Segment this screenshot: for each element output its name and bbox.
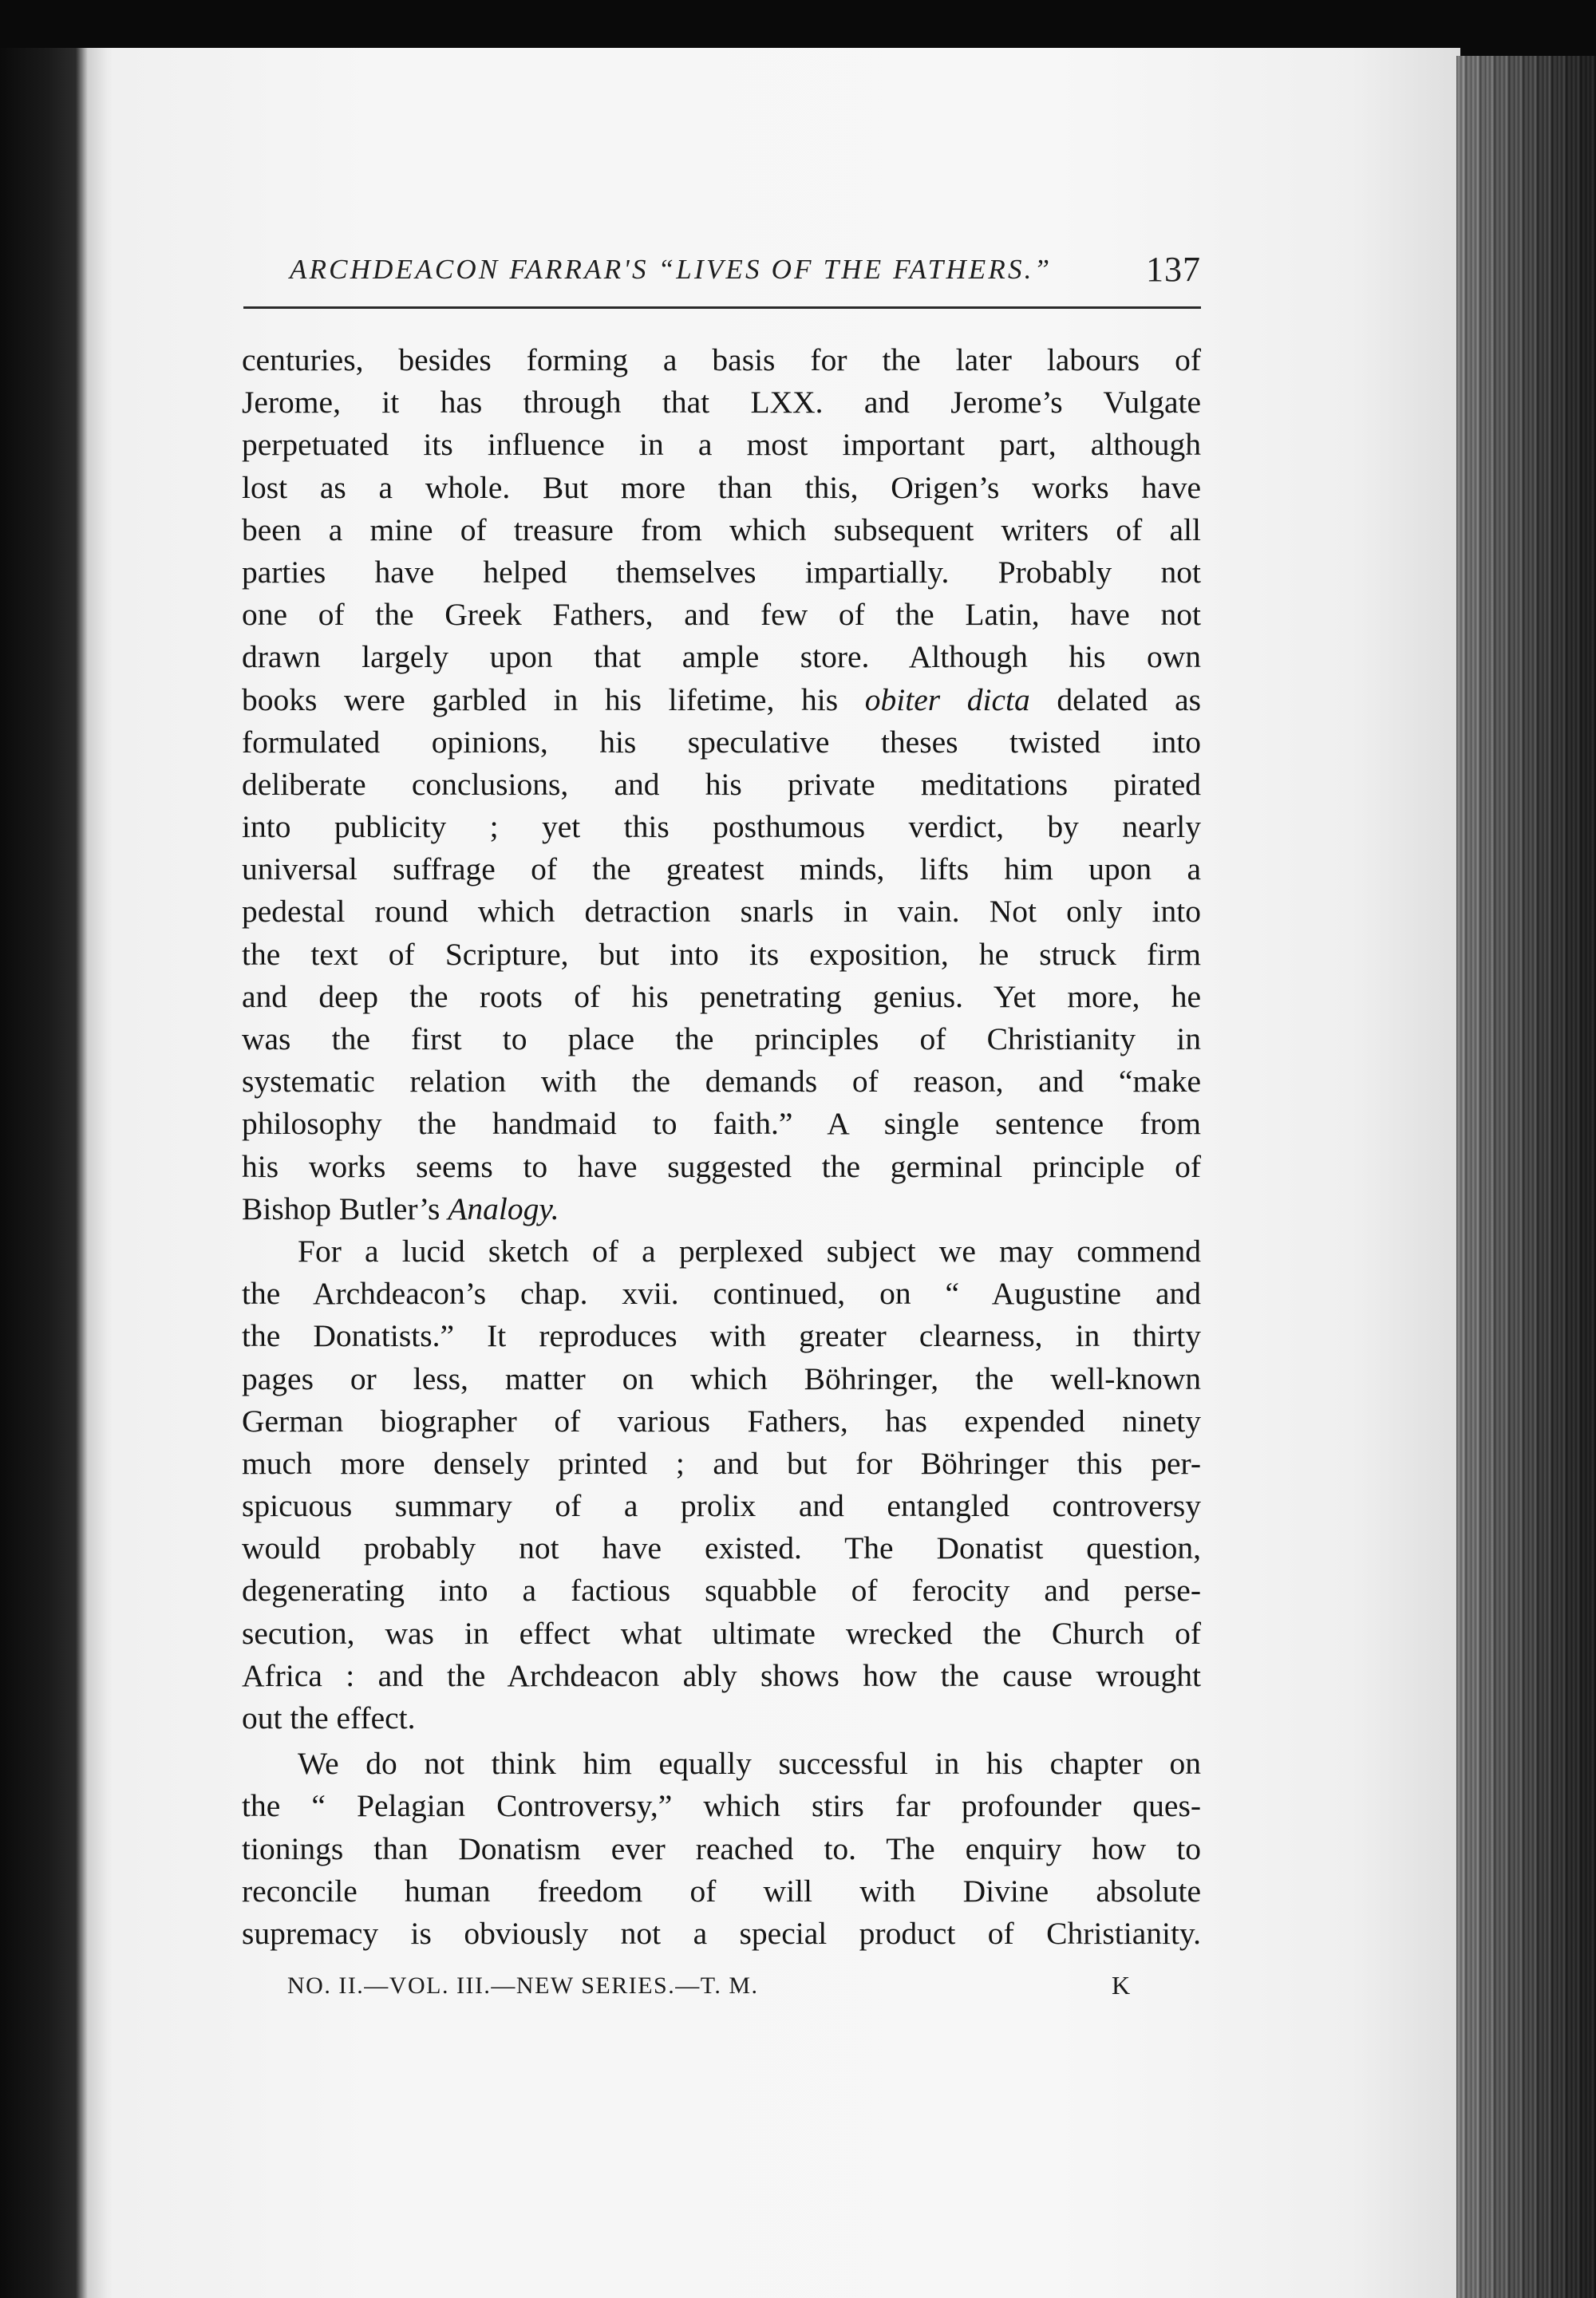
text-line: centuries, besides forming a basis for the later labours of <box>242 342 1201 377</box>
text-line: Jerome, it has through that LXX. and Jerome’s Vulgate <box>242 385 1201 421</box>
page-edges <box>1456 56 1596 2298</box>
text-line: Africa : and the Archdeacon ably shows how the cause wrought <box>242 1657 1201 1693</box>
text-line: lost as a whole. But more than this, Origen’s works have <box>242 469 1201 505</box>
text-line: drawn largely upon that ample store. Although his own <box>242 639 1201 675</box>
text-line: philosophy the handmaid to faith.” A single sentence from <box>242 1106 1201 1142</box>
text-line: books were garbled in his lifetime, his obiter dicta delated as <box>242 681 1201 717</box>
text-line: supremacy is obviously not a special product of Christianity. <box>242 1915 1201 1951</box>
text-line: into publicity ; yet this posthumous verdict, by nearly <box>242 809 1201 845</box>
running-header <box>243 250 1201 302</box>
paragraph <box>242 339 1201 1230</box>
text-line: pedestal round which detraction snarls in vain. Not only into <box>242 894 1201 930</box>
text-line: deliberate conclusions, and his private meditations pirated <box>242 766 1201 802</box>
signature-mark: K <box>1112 1971 1131 2000</box>
text-line: the “ Pelagian Controversy,” which stirs far profounder ques- <box>242 1788 1201 1824</box>
paragraph <box>242 1743 1201 1955</box>
text-line: tionings than Donatism ever reached to. The enquiry how to <box>242 1830 1201 1866</box>
running-title: ARCHDEACON FARRAR'S “LIVES OF THE FATHERS.” <box>290 254 1053 285</box>
text-line: Bishop Butler’s Analogy. <box>242 1190 559 1226</box>
text-line: much more densely printed ; and but for Böhringer this per- <box>242 1445 1201 1481</box>
text-line: one of the Greek Fathers, and few of the Latin, have not <box>242 597 1201 633</box>
text-line: We do not think him equally successful in his chapter on <box>298 1746 1201 1782</box>
header-rule <box>243 306 1201 309</box>
text-line: out the effect. <box>242 1700 416 1735</box>
text-line: spicuous summary of a prolix and entangled controversy <box>242 1488 1201 1524</box>
text-line: pages or less, matter on which Böhringer, the well-known <box>242 1360 1201 1396</box>
text-line: was the first to place the principles of Christianity in <box>242 1021 1201 1056</box>
text-line: perpetuated its influence in a most important part, although <box>242 427 1201 463</box>
paragraph <box>242 1230 1201 1739</box>
page-number: 137 <box>1146 250 1201 289</box>
text-line: systematic relation with the demands of reason, and “make <box>242 1064 1201 1100</box>
text-line: reconcile human freedom of will with Divine absolute <box>242 1873 1201 1909</box>
text-line: the text of Scripture, but into its exposition, he struck firm <box>242 936 1201 972</box>
text-line: universal suffrage of the greatest minds, lifts him upon a <box>242 851 1201 887</box>
text-line: and deep the roots of his penetrating genius. Yet more, he <box>242 978 1201 1014</box>
book-gutter <box>0 48 120 2298</box>
text-line: degenerating into a factious squabble of ferocity and perse- <box>242 1573 1201 1609</box>
text-line: been a mine of treasure from which subsequent writers of all <box>242 511 1201 547</box>
text-line: For a lucid sketch of a perplexed subject we may commend <box>298 1233 1201 1269</box>
text-line: formulated opinions, his speculative theses twisted into <box>242 724 1201 760</box>
text-line: German biographer of various Fathers, has expended ninety <box>242 1403 1201 1439</box>
text-line: his works seems to have suggested the germinal principle of <box>242 1148 1201 1184</box>
text-line: parties have helped themselves impartially. Probably not <box>242 554 1201 590</box>
text-line: the Archdeacon’s chap. xvii. continued, on “ Augustine and <box>242 1276 1201 1312</box>
text-line: the Donatists.” It reproduces with greater clearness, in thirty <box>242 1318 1201 1354</box>
text-line: secution, was in effect what ultimate wrecked the Church of <box>242 1615 1201 1651</box>
body-text <box>242 339 1201 1955</box>
signature-line: NO. II.—VOL. III.—NEW SERIES.—T. M. <box>287 1972 759 1999</box>
text-line: would probably not have existed. The Donatist question, <box>242 1530 1201 1566</box>
